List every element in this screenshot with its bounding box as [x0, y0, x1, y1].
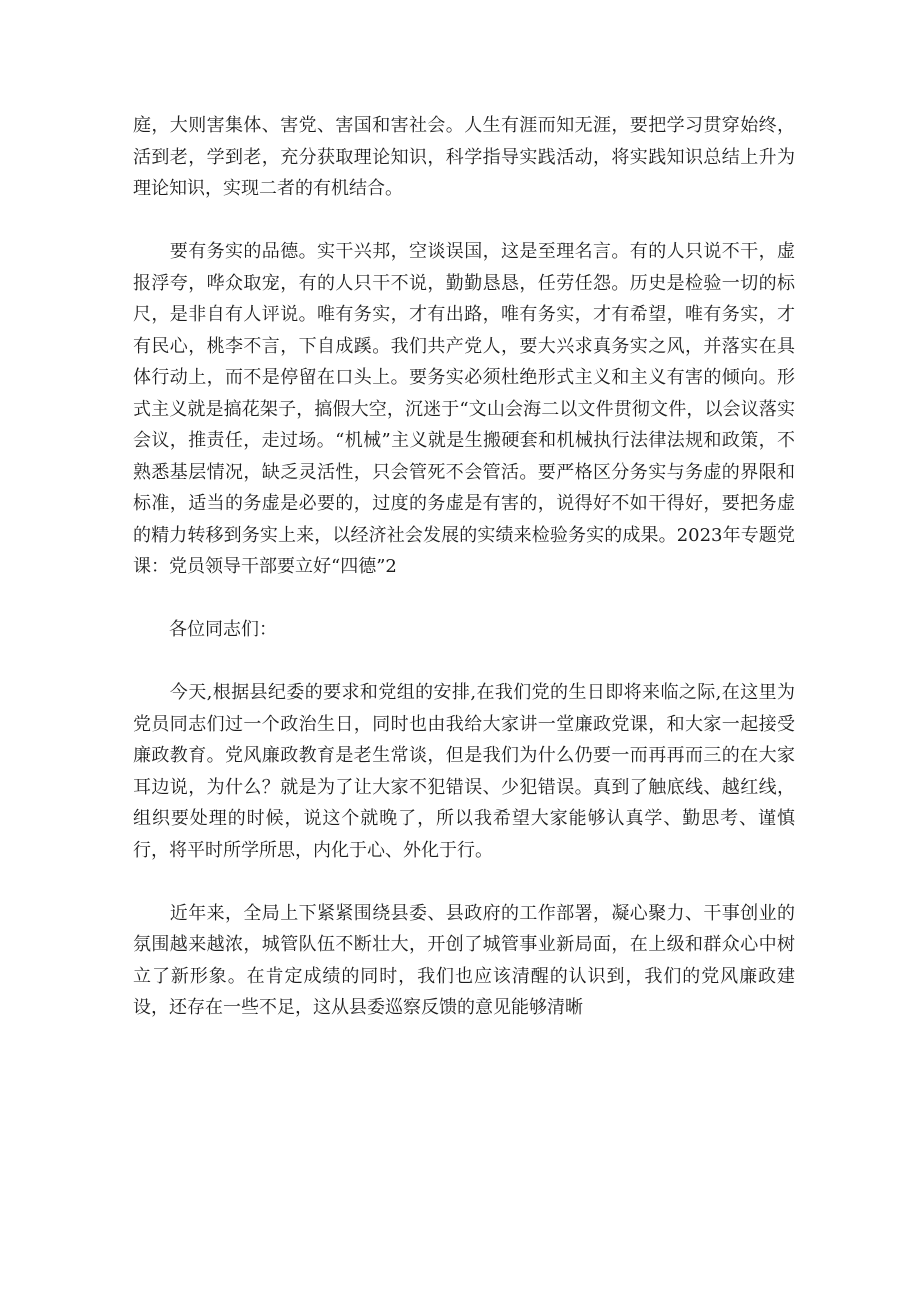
paragraph-salutation: 各位同志们： — [133, 619, 277, 640]
paragraph-gap — [133, 205, 795, 237]
paragraph-recent-years: 近年来，全局上下紧紧围绕县委、县政府的工作部署，凝心聚力、干事创业的氛围越来越浓，城管队伍不断壮大，开创了城管事业新局面，在上级和群众心中树立了新形象。在肯定成绩的同时，我们也应该清醒的认识到，我们的党风廉政建设，还存在一些不足，这从县委巡察反馈的意见能够清晰 — [133, 902, 795, 1018]
paragraph-continuation: 庭，大则害集体、害党、害国和害社会。人生有涯而知无涯，要把学习贯穿始终，活到老，学到老，充分获取理论知识，科学指导实践活动，将实践知识总结上升为理论知识，实现二者的有机结合。 — [133, 115, 795, 199]
paragraph-gap — [133, 866, 795, 898]
paragraph-gap — [133, 583, 795, 615]
document-body — [133, 110, 795, 1024]
paragraph-pragmatic-virtue: 要有务实的品德。实干兴邦，空谈误国，这是至理名言。有的人只说不干，虚报浮夸，哗众取宠，有的人只干不说，勤勤恳恳，任劳任怨。历史是检验一切的标尺，是非自有人评说。唯有务实，才有出路，唯有务实，才有希望，唯有务实，才有民心，桃李不言，下自成蹊。我们共产党人，要大兴求真务实之风，并落实在具体行动上，而不是停留在口头上。要务实必须杜绝形式主义和主义有害的倾向。形式主义就是搞花架子，搞假大空，沉迷于“文山会海二以文件贯彻文件，以会议落实会议，推责任，走过场。“机械”主义就是生搬硬套和机械执行法律法规和政策，不熟悉基层情况，缺乏灵活性，只会管死不会管活。要严格区分务实与务虚的界限和标准，适当的务虚是必要的，过度的务虚是有害的，说得好不如干得好，要把务虚的精力转移到务实上来，以经济社会发展的实绩来检验务实的成果。2023年专题党课：党员领导干部要立好“四德”2 — [133, 241, 795, 577]
paragraph-opening: 今天,根据县纪委的要求和党组的安排,在我们党的生日即将来临之际,在这里为党员同志们过一个政治生日，同时也由我给大家讲一堂廉政党课，和大家一起接受廉政教育。党风廉政教育是老生常谈，但是我们为什么仍要一而再再而三的在大家耳边说，为什么？就是为了让大家不犯错误、少犯错误。真到了触底线、越红线，组织要处理的时候，说这个就晚了，所以我希望大家能够认真学、勤思考、谨慎行，将平时所学所思，内化于心、外化于行。 — [133, 682, 795, 861]
paragraph-gap — [133, 646, 795, 678]
